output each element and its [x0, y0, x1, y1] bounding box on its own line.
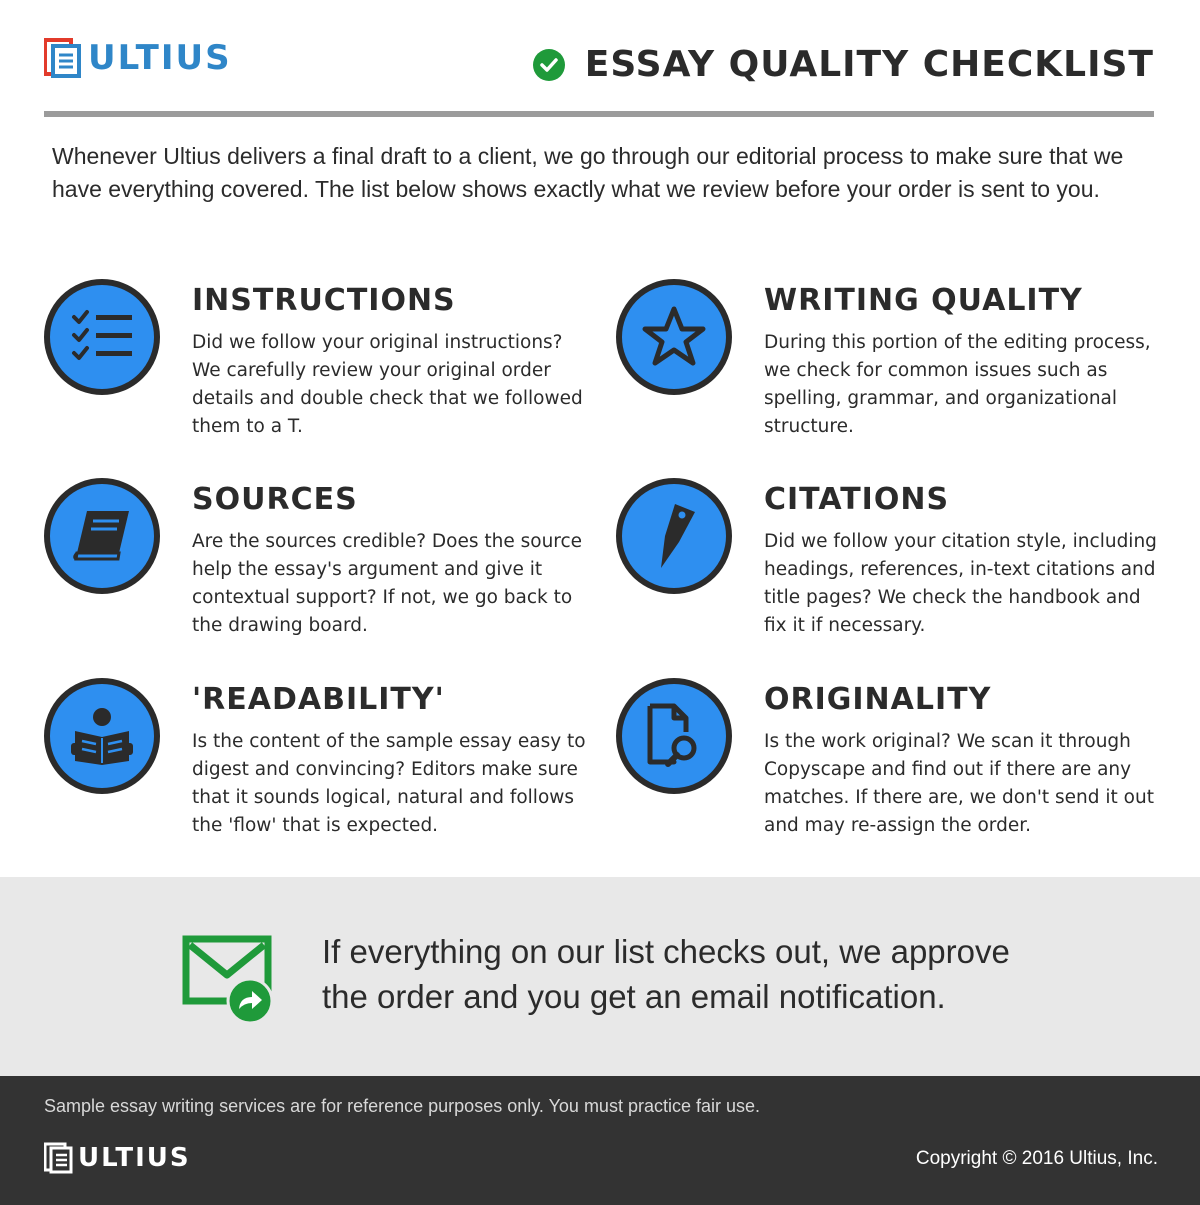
instructions-heading: INSTRUCTIONS [192, 283, 456, 318]
checklist-icon [44, 279, 160, 395]
checklist-item-readability [44, 678, 604, 848]
footer [0, 1076, 1200, 1205]
citations-text: Did we follow your citation style, including headings, references, in-text citations and title pages? We check the handbook and fix it if necessary. [764, 531, 1157, 636]
logo-text: ULTIUS [88, 38, 232, 78]
checklist-item-sources [44, 478, 604, 648]
copyright-text: Copyright © 2016 Ultius, Inc. [915, 1148, 1158, 1169]
originality-heading: ORIGINALITY [764, 682, 992, 717]
book-icon [44, 478, 160, 594]
footer-logo-text: ULTIUS [78, 1143, 191, 1173]
footer-disclaimer: Sample essay writing services are for reference purposes only. You must practice fair use. [44, 1096, 761, 1116]
sources-heading: SOURCES [192, 482, 358, 517]
header-divider [44, 111, 1154, 117]
ultius-logo-icon [44, 38, 84, 78]
email-forward-icon [182, 935, 274, 1029]
writing-quality-text: During this portion of the editing process, we check for common issues such as spelling, grammar, and organizational structure. [764, 332, 1151, 437]
checklist-item-writing-quality [616, 279, 1176, 449]
instructions-text: Did we follow your original instructions? We carefully review your original order details and double check that we followed them to a T. [192, 332, 583, 437]
bookmark-icon [616, 478, 732, 594]
page-title-group [533, 44, 1154, 85]
ultius-logo[interactable] [44, 38, 232, 78]
checklist-item-citations [616, 478, 1176, 648]
approval-notice [0, 877, 1200, 1076]
document-search-icon [616, 678, 732, 794]
star-icon [616, 279, 732, 395]
writing-quality-heading: WRITING QUALITY [764, 283, 1083, 318]
footer-ultius-logo[interactable] [44, 1142, 191, 1174]
reader-icon [44, 678, 160, 794]
readability-heading: 'READABILITY' [192, 682, 445, 717]
checklist-item-originality [616, 678, 1176, 848]
originality-text: Is the work original? We scan it through Copyscape and find out if there are any matches. If there are, we don't send it out and may re-assign the order. [764, 731, 1154, 836]
intro-text: Whenever Ultius delivers a final draft to a client, we go through our editorial process to make sure that we have everything covered. The list below shows exactly what we review before your order is sent to you. [52, 143, 1124, 202]
citations-heading: CITATIONS [764, 482, 950, 517]
sources-text: Are the sources credible? Does the source help the essay's argument and give it contextual support? If not, we go back to the drawing board. [192, 531, 583, 636]
check-circle-icon [533, 49, 565, 81]
notice-text: If everything on our list checks out, we approve the order and you get an email notification. [322, 933, 1010, 1015]
footer-logo-icon [44, 1142, 74, 1174]
readability-text: Is the content of the sample essay easy to digest and convincing? Editors make sure that it sounds logical, natural and follows the 'flow' that is expected. [192, 731, 586, 836]
page-title: ESSAY QUALITY CHECKLIST [584, 44, 1154, 85]
checklist-item-instructions [44, 279, 604, 449]
